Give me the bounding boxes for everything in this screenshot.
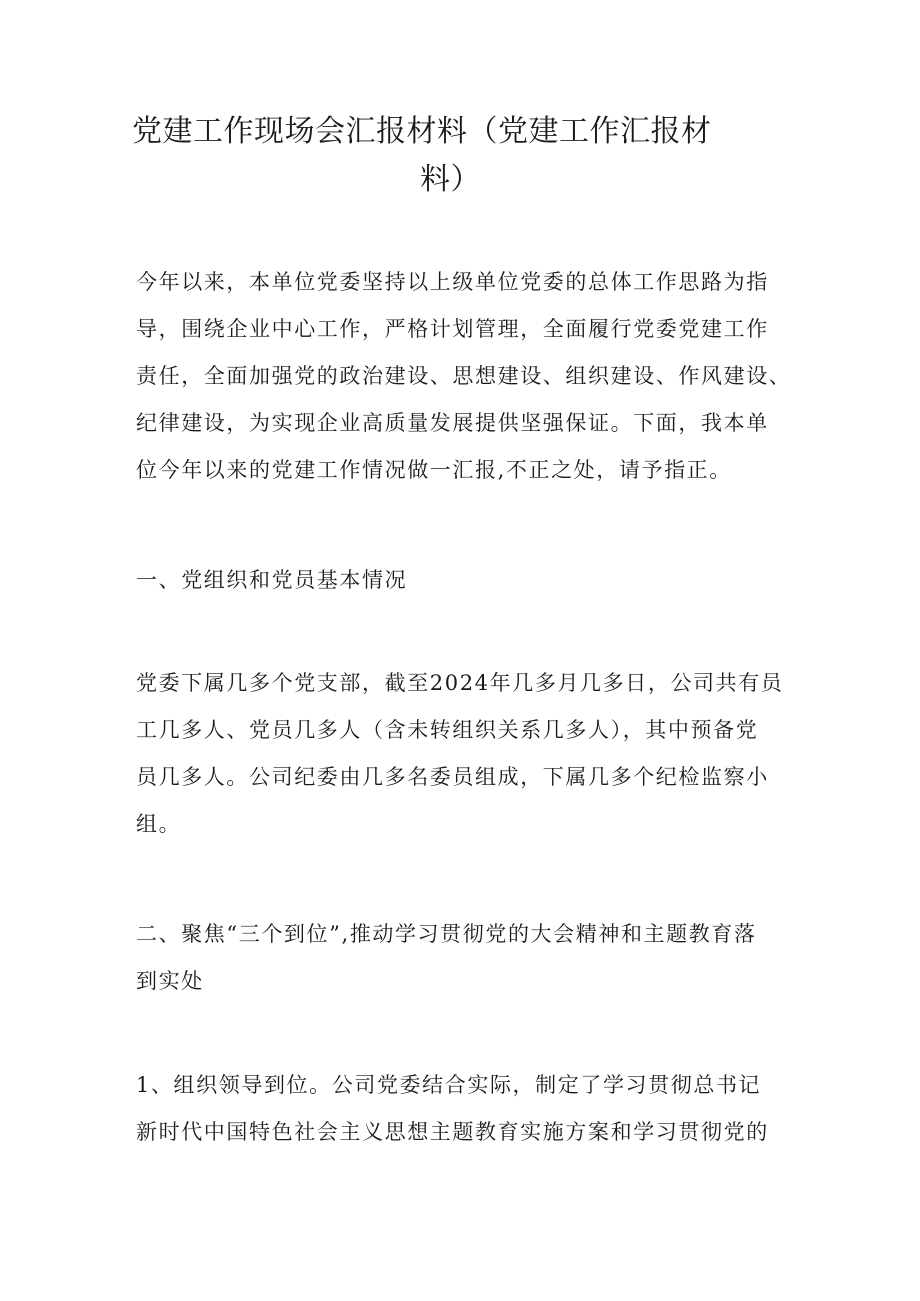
section-1-line: 员几多人。公司纪委由几多名委员组成，下属几多个纪检监察小 [136,765,769,789]
title-line-2: 料） [420,162,481,197]
section-1-line: 工几多人、党员几多人（含未转组织关系几多人），其中预备党 [136,718,759,742]
intro-line: 责任，全面加强党的政治建设、思想建设、组织建设、作风建设、 [136,364,792,388]
section-1-paragraph [136,660,816,848]
title-line-1: 党建工作现场会汇报材料（党建工作汇报材 [132,114,712,149]
section-1-line: 组。 [136,812,182,836]
document-title [132,108,772,204]
intro-line: 今年以来，本单位党委坚持以上级单位党委的总体工作思路为指 [136,270,769,294]
item-1-line: 1、组织领导到位。公司党委结合实际，制定了学习贯彻总书记 [136,1073,762,1097]
intro-line: 位今年以来的党建工作情况做一汇报,不正之处，请予指正。 [136,458,732,482]
section-2-heading [136,911,816,1005]
item-1-paragraph [136,1062,816,1156]
section-1-line: 党委下属几多个党支部，截至2024年几多月几多日，公司共有员 [136,671,784,695]
intro-line: 导，围绕企业中心工作，严格计划管理，全面履行党委党建工作 [136,317,769,341]
section-1-heading: 一、党组织和党员基本情况 [136,568,408,592]
section-2-heading-line: 到实处 [136,969,204,993]
intro-line: 纪律建设，为实现企业高质量发展提供坚强保证。下面，我本单 [136,411,769,435]
section-2-heading-line: 二、聚焦“三个到位”,推动学习贯彻党的大会精神和主题教育落 [136,922,757,946]
item-1-line: 新时代中国特色社会主义思想主题教育实施方案和学习贯彻党的 [136,1120,769,1144]
intro-paragraph [136,259,816,494]
